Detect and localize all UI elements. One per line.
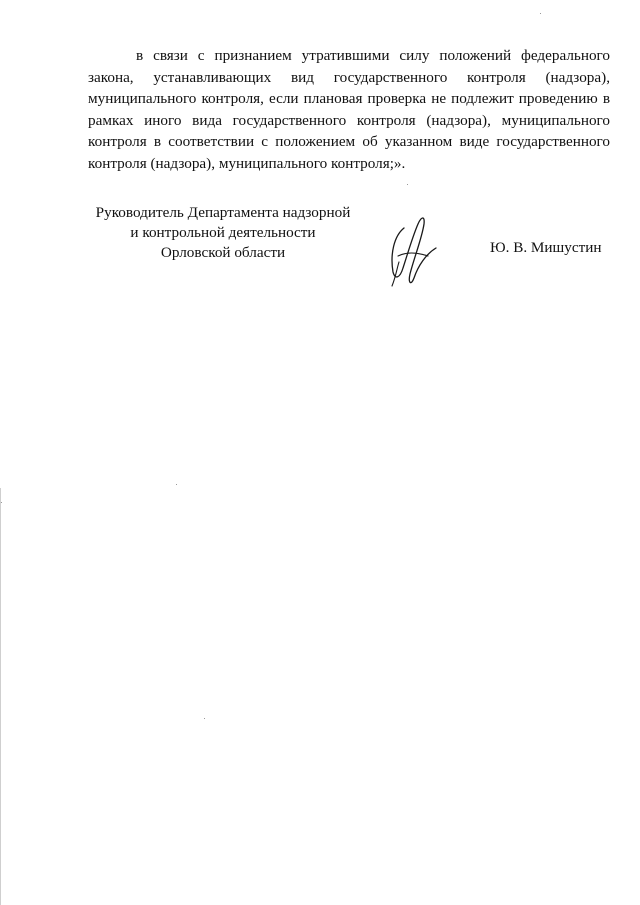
signatory-position [88,203,358,263]
scan-edge-line [0,488,1,905]
handwritten-signature [384,212,444,288]
position-line-2: и контрольной деятельности [130,224,316,241]
signatory-name: Ю. В. Мишустин [490,239,602,256]
scan-speck [1,502,2,503]
position-line-1: Руководитель Департамента надзорной [95,204,351,221]
scan-speck [204,718,205,719]
position-line-3: Орловской области [160,244,286,261]
body-paragraph: в связи с признанием утратившими силу положений федерального закона, устанавливающих вид государственного контроля (надзора), муниципального контроля, если плановая проверка не подлежит проведению в рамках иного вида государственного контроля (надзора), муниципального контроля в соответствии с положением об указанном виде государственного контроля (надзора), муниципального контроля;». [88,47,610,172]
scan-speck [176,484,177,485]
scan-speck [407,184,408,185]
scan-speck [540,13,541,14]
